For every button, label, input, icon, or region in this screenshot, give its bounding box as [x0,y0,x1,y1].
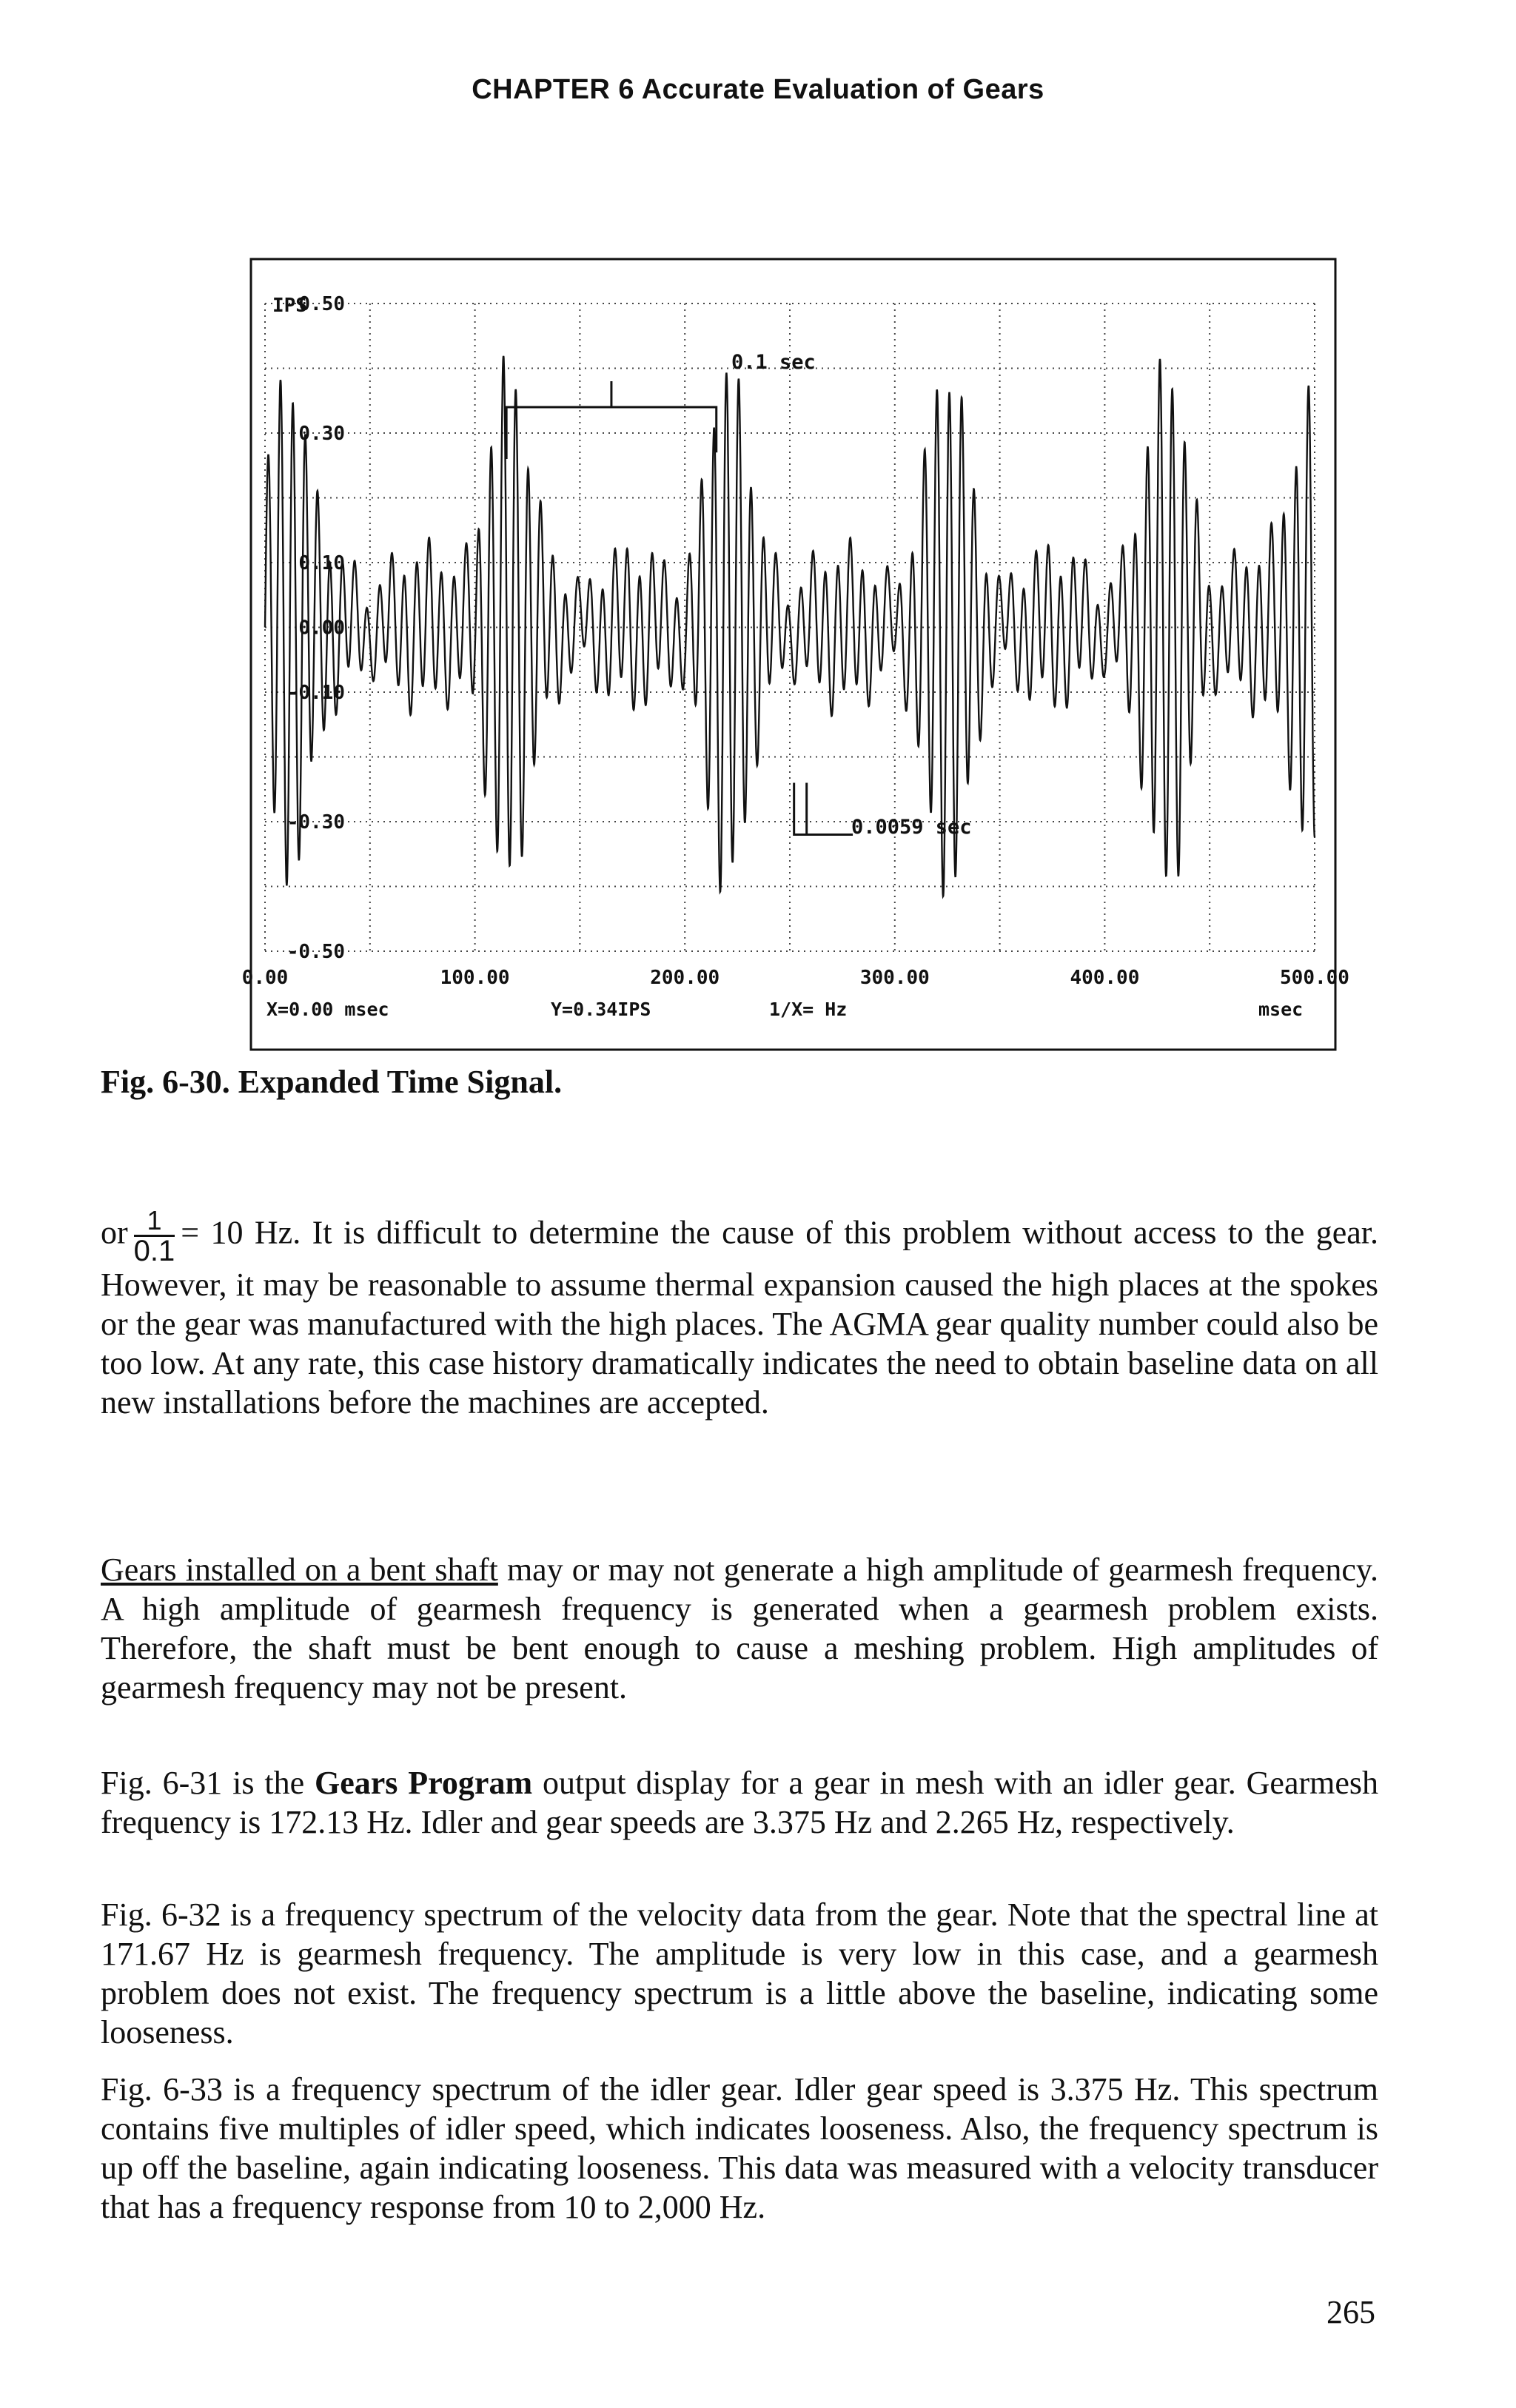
period-annotation: 0.1 sec [731,351,816,374]
y-tick-label: 0.30 [298,423,345,445]
p2-text: may or may not generate a high amplitude of gearmesh frequency. A high amplitude of gearmesh frequency is generated when a gearmesh problem exists. Therefore, the shaft must be bent enough to cause a meshing problem. High amplitudes of gearmesh frequency may not be present. [101,1552,1378,1706]
x-tick-label: 100.00 [440,967,510,989]
paragraph-2 [101,1550,1378,1707]
x-tick-label: 0.00 [241,967,289,989]
y-tick-label: -0.10 [286,682,345,704]
y-tick-label: 0.50 [298,293,345,315]
inverse-readout: 1/X= Hz [769,999,848,1020]
x-readout: X=0.00 msec [266,999,389,1020]
p3-text-a: Fig. 6-31 is the [101,1765,305,1801]
paragraph-1 [101,1207,1378,1422]
y-tick-label: -0.50 [286,941,345,963]
y-tick-label: -0.30 [286,811,345,834]
x-tick-label: 400.00 [1070,967,1140,989]
y-tick-label: 0.10 [298,552,345,574]
x-unit-label: msec [1258,999,1304,1020]
fraction [134,1207,175,1265]
time-signal-chart [241,258,1349,1050]
fraction-denominator: 0.1 [133,1235,175,1267]
p1-text: = 10 Hz. It is difficult to determine the cause of this problem without access to the gear. However, it may be reasonable to assume thermal expansion caused the high places at the spokes or the gear was manufactured with the high places. The AGMA gear quality number could also be too low. At any rate, this case history dramatically indicates the need to obtain baseline data on all new installations before the machines are accepted. [101,1214,1378,1421]
x-tick-label: 200.00 [650,967,720,989]
y-axis-label: IPS [272,295,307,317]
paragraph-3 [101,1763,1378,1842]
chapter-header: CHAPTER 6 Accurate Evaluation of Gears [472,74,1044,105]
p5-text: Fig. 6-33 is a frequency spectrum of the idler gear. Idler gear speed is 3.375 Hz. This spectrum contains five multiples of idler speed, which indicates looseness. Also, the frequency spectrum is up off the baseline, again indicating looseness. This data was measured with a velocity transducer that has a frequency response from 10 to 2,000 Hz. [101,2071,1378,2225]
paragraph-4 [101,1895,1378,2052]
tooth-annotation: 0.0059 sec [851,816,972,839]
figure-caption: Fig. 6-30. Expanded Time Signal. [101,1064,563,1100]
p4-text: Fig. 6-32 is a frequency spectrum of the velocity data from the gear. Note that the spectral line at 171.67 Hz is gearmesh frequency. The amplitude is very low in this case, and a gearmesh problem does not exist. The frequency spectrum is a little above the baseline, indicating some looseness. [101,1896,1378,2050]
x-tick-label: 300.00 [859,967,930,989]
x-tick-label: 500.00 [1280,967,1349,989]
p1-prefix: or [101,1214,128,1251]
fraction-numerator: 1 [134,1207,175,1237]
paragraph-5 [101,2070,1378,2227]
y-readout: Y=0.34IPS [551,999,651,1020]
y-tick-label: 0.00 [298,617,345,640]
page-number: 265 [1326,2294,1375,2330]
p2-underlined: Gears installed on a bent shaft [101,1552,498,1588]
p3-bold: Gears Program [315,1765,533,1801]
p3-text-b: output display for a gear in mesh with an idler gear. Gearmesh frequency is 172.13 Hz. Idler and gear speeds are 3.375 Hz and 2.265 Hz, respectively. [101,1765,1379,1840]
time-signal-figure [241,258,1349,1050]
